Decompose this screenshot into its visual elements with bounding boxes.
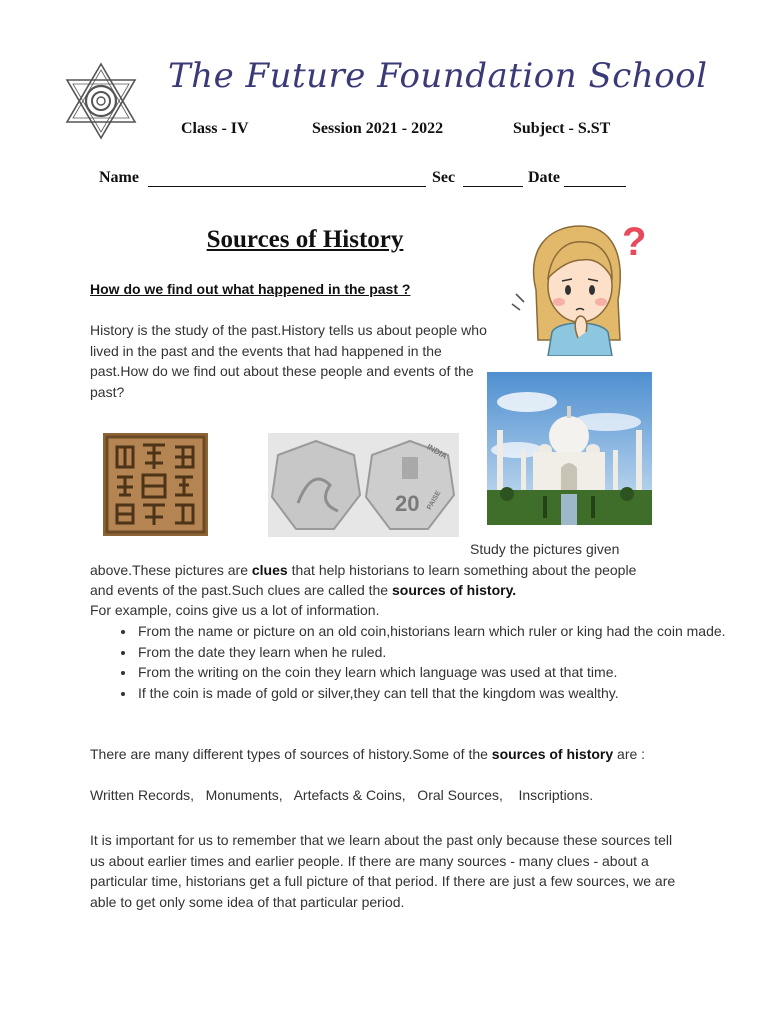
coins-photo [268, 433, 459, 537]
name-field[interactable] [148, 185, 426, 187]
girl-illustration [508, 220, 652, 356]
worksheet-title: Sources of History [206, 226, 404, 253]
coin-top-text: INDIA [425, 442, 449, 461]
list-item: • From the name or picture on an old coin,historians learn which ruler or king had the coin made. [136, 621, 736, 642]
date-field[interactable] [564, 185, 626, 187]
types-text-1: There are many different types of sources of history.Some of the [90, 746, 492, 762]
closing-paragraph: It is important for us to remember that we learn about the past only because these sources tell us about earlier times and earlier people. If there are many sources - many clues - about a particular time, historians get a full picture of that period. If there are just a few sources, we are able to get only some idea of that particular period. [90, 832, 676, 910]
study-text-2: that help historians to learn something about the people and events of the past.Such clues are called the [90, 561, 637, 598]
sources-word: sources of history. [391, 582, 517, 598]
list-item: • From the writing on the coin they learn which language was used at that time. [136, 662, 736, 683]
clues-word: clues [251, 561, 288, 578]
taj-mahal-icon [487, 372, 652, 525]
name-label: Name [99, 169, 139, 186]
coin-facts-list [90, 621, 736, 703]
types-text-2: are : [613, 746, 646, 762]
coin-paise-text: PAISE [426, 489, 443, 512]
subject-label: Subject - S.ST [513, 120, 611, 137]
ancient-seal-icon [103, 433, 208, 536]
star-logo-icon [62, 60, 140, 142]
question-heading: How do we find out what happened in the past ? [90, 281, 411, 297]
list-item: • From the date they learn when he ruled. [136, 642, 736, 663]
intro-paragraph: History is the study of the past.History tells us about people who lived in the past and the events that had happened in the past.How do we find out about these people and events of the past? [90, 322, 487, 400]
coin-value-text: 20 [395, 491, 420, 516]
sec-field[interactable] [463, 185, 523, 187]
types-bold: sources of history [491, 746, 614, 762]
taj-mahal-photo [487, 372, 652, 525]
question-mark: ? [622, 220, 647, 264]
example-line: For example, coins give us a lot of information. [90, 602, 380, 618]
sec-label: Sec [432, 169, 456, 186]
school-logo [62, 60, 140, 142]
class-label: Class - IV [181, 120, 249, 137]
date-label: Date [528, 169, 560, 186]
school-name: The Future Foundation School [168, 56, 708, 96]
study-paragraph [90, 539, 650, 601]
list-item: • If the coin is made of gold or silver,they can tell that the kingdom was wealthy. [136, 683, 736, 704]
types-list: Written Records, Monuments, Artefacts & Coins, Oral Sources, Inscriptions. [90, 787, 594, 803]
study-text-1: Study the pictures given above.These pictures are [90, 541, 620, 578]
types-paragraph [90, 744, 670, 765]
seal-photo [103, 433, 208, 536]
session-label: Session 2021 - 2022 [312, 120, 444, 137]
